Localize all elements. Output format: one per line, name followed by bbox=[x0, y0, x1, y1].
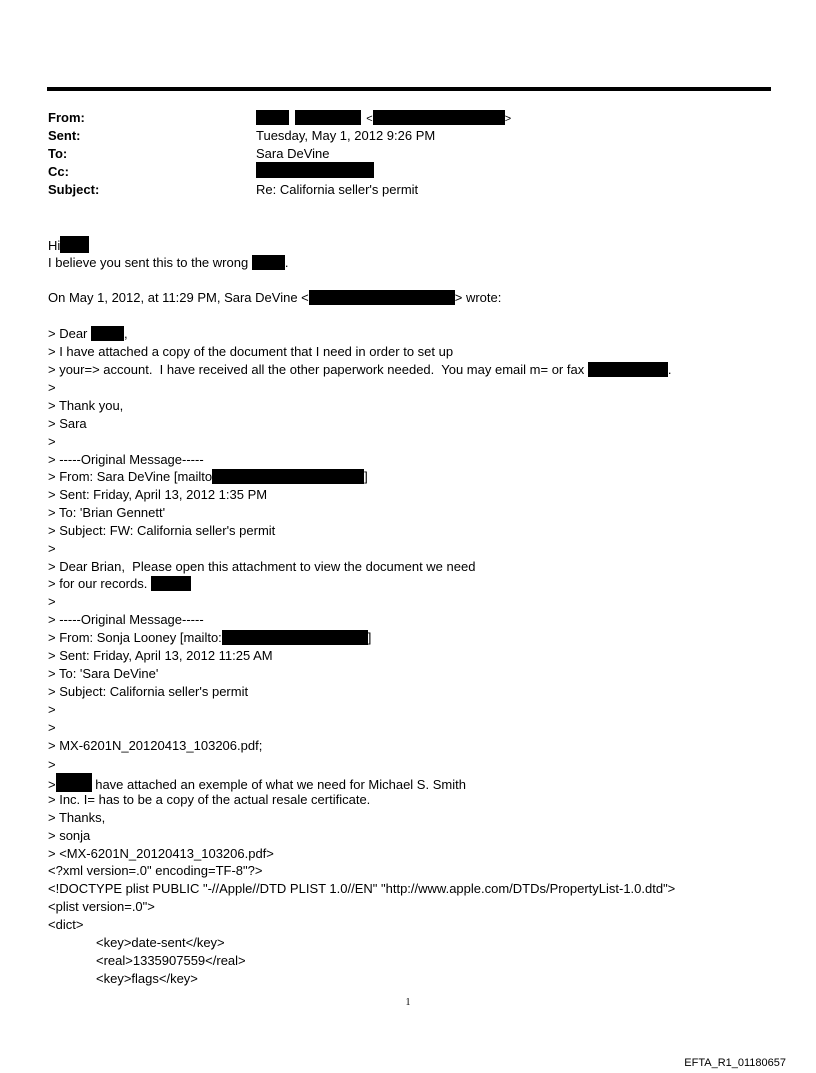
redaction-block bbox=[56, 773, 92, 792]
quoted-line: > Thank you, bbox=[48, 398, 124, 413]
redaction-block bbox=[212, 469, 364, 484]
to-value: Sara DeVine bbox=[256, 146, 330, 161]
quoted-line: > for our records. bbox=[48, 576, 191, 592]
quoted-line: > bbox=[48, 720, 56, 735]
quoted-line: > bbox=[48, 757, 56, 772]
cc-label: Cc: bbox=[48, 164, 69, 179]
quoted-line: > Thanks, bbox=[48, 810, 106, 825]
quoted-line: > Dear , bbox=[48, 326, 128, 341]
quoted-line: > have attached an exemple of what we need for Michael S. Smith bbox=[48, 773, 466, 793]
quoted-line: > sonja bbox=[48, 828, 91, 843]
xml-line: <key>date-sent</key> bbox=[96, 935, 225, 950]
quoted-line: > bbox=[48, 702, 56, 717]
quoted-line: > From: Sonja Looney [mailto: ] bbox=[48, 630, 372, 645]
quoted-line: > your=> account. I have received all the other paperwork needed. You may email m= or fax . bbox=[48, 362, 672, 377]
quoted-line: > Inc. I= has to be a copy of the actual resale certificate. bbox=[48, 792, 371, 807]
quoted-line: > bbox=[48, 434, 56, 449]
redaction-block bbox=[91, 326, 124, 341]
quoted-line: > Dear Brian, Please open this attachment to view the document we need bbox=[48, 559, 476, 574]
redaction-block bbox=[256, 110, 289, 125]
header-rule bbox=[47, 87, 771, 91]
cc-value bbox=[256, 162, 374, 179]
page-number: 1 bbox=[405, 997, 411, 1008]
quoted-line: > From: Sara DeVine [mailto ] bbox=[48, 469, 368, 484]
quoted-line: > -----Original Message----- bbox=[48, 452, 204, 467]
quoted-line: > Subject: FW: California seller's permit bbox=[48, 523, 276, 538]
redaction-block bbox=[151, 576, 191, 591]
quoted-line: > Sara bbox=[48, 416, 87, 431]
quoted-line: > bbox=[48, 541, 56, 556]
xml-line: <key>flags</key> bbox=[96, 971, 198, 986]
xml-line: <dict> bbox=[48, 917, 84, 932]
greeting-line: Hi bbox=[48, 236, 89, 254]
quoted-line: > bbox=[48, 380, 56, 395]
subject-label: Subject: bbox=[48, 182, 100, 197]
quoted-line: > I have attached a copy of the document that I need in order to set up bbox=[48, 344, 454, 359]
quoted-line: > bbox=[48, 594, 56, 609]
xml-line: <?xml version=.0" encoding=TF-8"?> bbox=[48, 863, 263, 878]
quoted-line: > To: 'Sara DeVine' bbox=[48, 666, 159, 681]
to-label: To: bbox=[48, 146, 68, 161]
attachment-line: > MX-6201N_20120413_103206.pdf; bbox=[48, 738, 263, 753]
quote-intro-line: On May 1, 2012, at 11:29 PM, Sara DeVine < > wrote: bbox=[48, 290, 502, 305]
document-id: EFTA_R1_01180657 bbox=[684, 1057, 786, 1069]
redaction-block bbox=[60, 236, 89, 253]
redaction-block bbox=[252, 255, 285, 270]
subject-value: Re: California seller's permit bbox=[256, 182, 419, 197]
quoted-line: > To: 'Brian Gennett' bbox=[48, 505, 166, 520]
sent-label: Sent: bbox=[48, 128, 81, 143]
attachment-line: > <MX-6201N_20120413_103206.pdf> bbox=[48, 846, 274, 861]
redaction-block bbox=[295, 110, 361, 125]
quoted-line: > -----Original Message----- bbox=[48, 612, 204, 627]
redaction-block bbox=[309, 290, 455, 305]
xml-line: <!DOCTYPE plist PUBLIC "-//Apple//DTD PLIST 1.0//EN" "http://www.apple.com/DTDs/PropertyList-1.0.dtd"> bbox=[48, 881, 676, 896]
redaction-block bbox=[256, 162, 374, 178]
from-label: From: bbox=[48, 110, 85, 125]
redaction-block bbox=[222, 630, 368, 645]
quoted-line: > Sent: Friday, April 13, 2012 1:35 PM bbox=[48, 487, 268, 502]
sent-value: Tuesday, May 1, 2012 9:26 PM bbox=[256, 128, 436, 143]
redaction-block bbox=[373, 110, 505, 125]
from-value: < > bbox=[256, 110, 511, 127]
xml-line: <real>1335907559</real> bbox=[96, 953, 246, 968]
body-line: I believe you sent this to the wrong . bbox=[48, 255, 289, 270]
xml-line: <plist version=.0"> bbox=[48, 899, 155, 914]
redaction-block bbox=[588, 362, 668, 377]
quoted-line: > Sent: Friday, April 13, 2012 11:25 AM bbox=[48, 648, 273, 663]
quoted-line: > Subject: California seller's permit bbox=[48, 684, 249, 699]
